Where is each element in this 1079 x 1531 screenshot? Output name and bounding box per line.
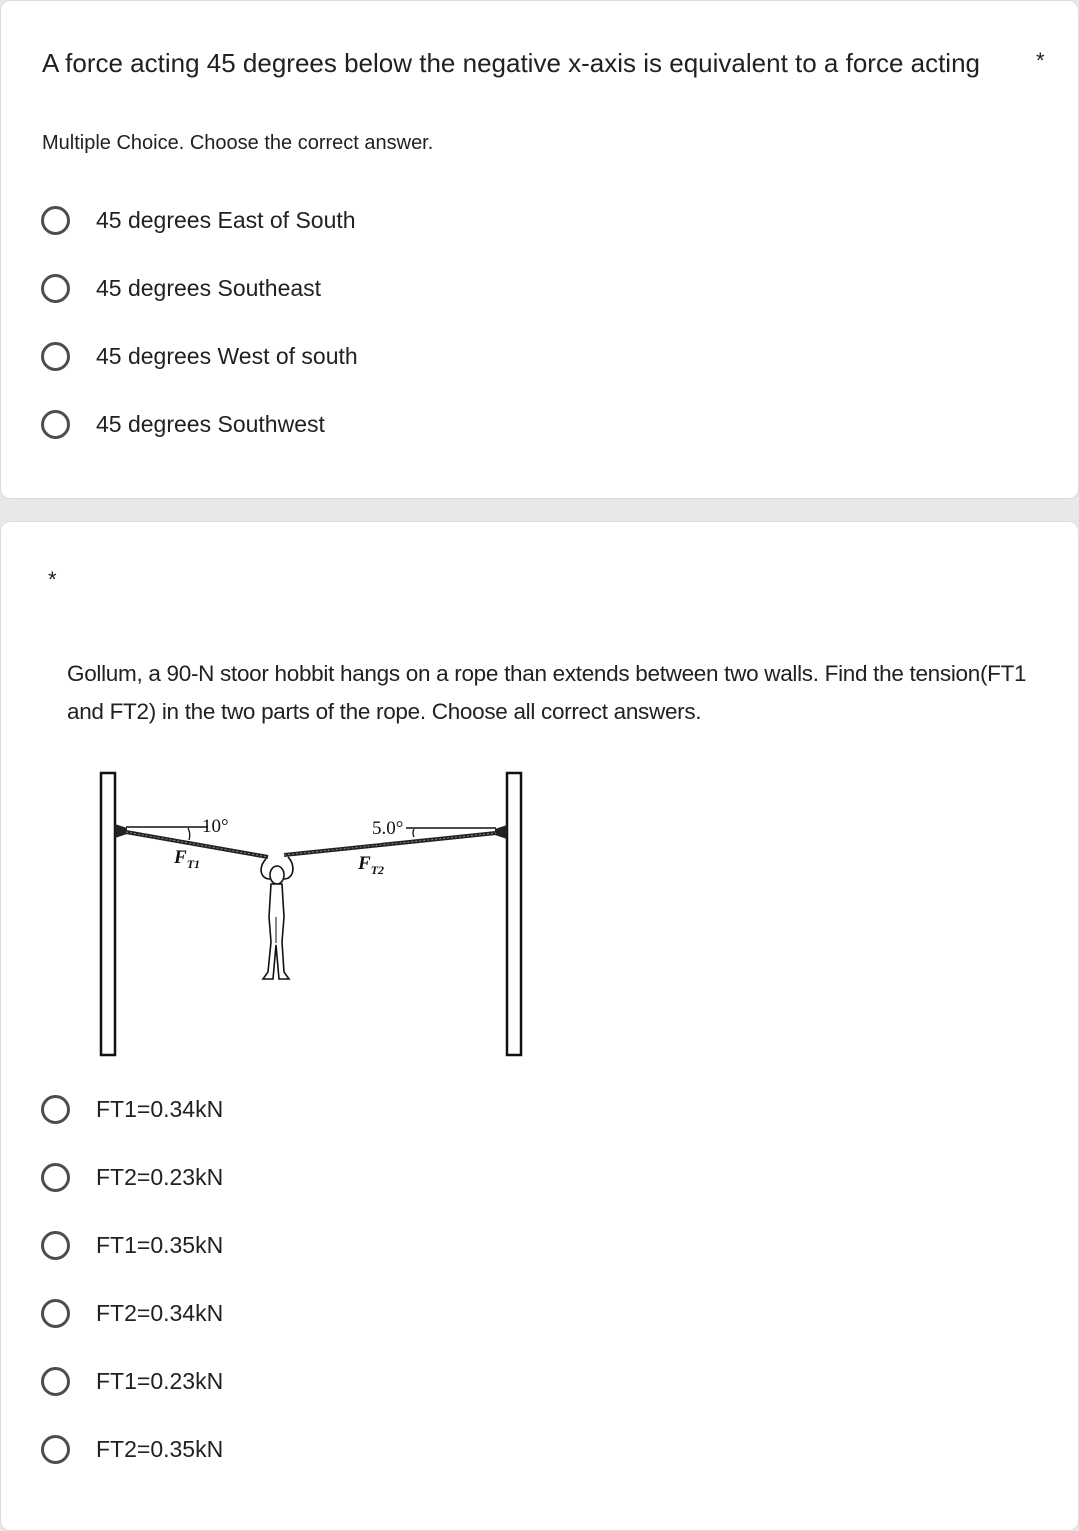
q1-option-3[interactable] (41, 336, 358, 376)
radio-button[interactable] (41, 206, 70, 235)
required-asterisk: * (48, 567, 57, 592)
option-label: FT2=0.35kN (96, 1435, 224, 1462)
q1-option-4[interactable] (41, 404, 325, 444)
angle-right-label: 5.0° (372, 818, 404, 839)
head (270, 866, 284, 884)
option-label: 45 degrees Southwest (96, 410, 325, 437)
radio-button[interactable] (41, 1231, 70, 1260)
q2-option-3[interactable] (41, 1225, 223, 1265)
rope-left-texture (126, 832, 268, 857)
q2-option-4[interactable] (41, 1293, 223, 1333)
right-angle-arc (413, 829, 414, 837)
radio-button[interactable] (41, 1367, 70, 1396)
option-label: FT2=0.23kN (96, 1163, 224, 1190)
left-anchor (115, 824, 127, 838)
option-label: FT1=0.23kN (96, 1367, 224, 1394)
q1-option-1[interactable] (41, 200, 356, 240)
q1-option-2[interactable] (41, 268, 321, 308)
option-label: 45 degrees Southeast (96, 274, 322, 301)
option-label: 45 degrees East of South (96, 206, 356, 233)
radio-button[interactable] (41, 342, 70, 371)
radio-button[interactable] (41, 1163, 70, 1192)
force-right-label: $F_{T2}$ (358, 853, 385, 877)
right-arm (284, 857, 293, 879)
force-left-label: $F_{T1}$ (174, 847, 201, 871)
rope-tension-diagram (96, 767, 536, 1067)
radio-button[interactable] (41, 1435, 70, 1464)
q2-option-2[interactable] (41, 1157, 223, 1197)
question-2-text: Gollum, a 90-N stoor hobbit hangs on a rope than extends between two walls. Find the tension(FT1 and FT2) in the two parts of the rope. Choose all correct answers. (67, 661, 1027, 724)
left-wall (101, 773, 115, 1055)
required-asterisk: * (1036, 48, 1045, 73)
angle-left-label: 10° (202, 816, 229, 837)
right-anchor (495, 825, 507, 839)
option-label: FT2=0.34kN (96, 1299, 224, 1326)
radio-button[interactable] (41, 410, 70, 439)
radio-button[interactable] (41, 274, 70, 303)
q2-option-1[interactable] (41, 1089, 223, 1129)
left-angle-arc (188, 828, 190, 840)
question-card-1 (0, 0, 1079, 499)
option-label: FT1=0.35kN (96, 1231, 224, 1258)
q2-option-5[interactable] (41, 1361, 223, 1401)
radio-button[interactable] (41, 1095, 70, 1124)
question-1-title: A force acting 45 degrees below the negative x-axis is equivalent to a force acting (42, 48, 981, 78)
question-1-description: Multiple Choice. Choose the correct answer. (42, 132, 434, 154)
hobbit-figure (261, 857, 293, 979)
left-arm (261, 859, 270, 879)
question-card-2 (0, 521, 1079, 1531)
radio-button[interactable] (41, 1299, 70, 1328)
option-label: 45 degrees West of south (96, 342, 358, 369)
option-label: FT1=0.34kN (96, 1095, 224, 1122)
q2-option-6[interactable] (41, 1429, 223, 1469)
right-wall (507, 773, 521, 1055)
